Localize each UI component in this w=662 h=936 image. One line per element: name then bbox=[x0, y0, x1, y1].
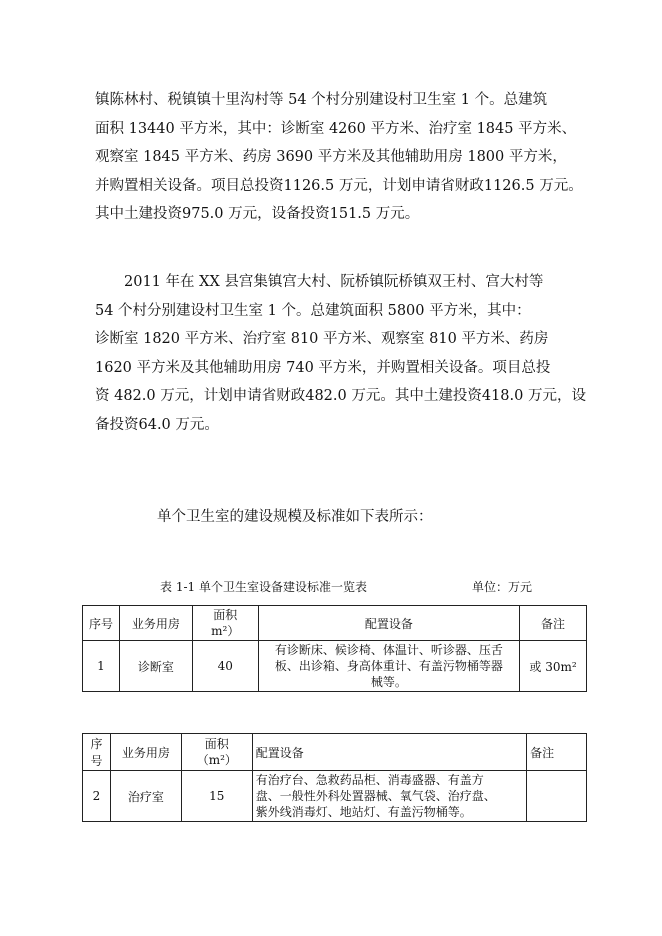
text-line: 面积 13440 平方米，其中：诊断室 4260 平方米、治疗室 1845 平方米、 bbox=[95, 120, 577, 137]
row-no: 2 bbox=[83, 771, 111, 822]
paragraph-2 bbox=[95, 268, 595, 439]
text-line: 诊断室 1820 平方米、治疗室 810 平方米、观察室 810 平方米、药房 bbox=[95, 331, 549, 347]
equipment-line: 盘、一般性外科处置器械、氧气袋、治疗盘、 bbox=[255, 789, 496, 803]
header-room: 业务用房 bbox=[119, 606, 192, 641]
equipment-table-1 bbox=[82, 605, 587, 692]
equipment-table-2 bbox=[82, 733, 587, 822]
header-equipment: 配置设备 bbox=[258, 606, 519, 641]
equipment-line: 板、出诊箱、身高体重计、有盖污物桶等器 bbox=[274, 659, 503, 673]
row-room: 治疗室 bbox=[110, 771, 181, 822]
header-area bbox=[181, 734, 252, 771]
equipment-line: 紫外线消毒灯、地站灯、有盖污物桶等。 bbox=[255, 805, 472, 819]
header-area-label: 面积 bbox=[204, 737, 229, 751]
header-area-label: 面积 bbox=[213, 608, 238, 622]
text-line: 其中土建投资975.0 万元，设备投资151.5 万元。 bbox=[95, 206, 420, 222]
table-header-row bbox=[83, 606, 587, 641]
header-note: 备注 bbox=[520, 606, 587, 641]
header-no: 序号 bbox=[83, 734, 111, 771]
equipment-line: 械等。 bbox=[370, 675, 407, 689]
caption-unit: 单位：万元 bbox=[472, 580, 533, 594]
header-no: 序号 bbox=[83, 606, 120, 641]
caption-title: 表 1-1 单个卫生室设备建设标准一览表 bbox=[160, 580, 367, 594]
table-caption bbox=[160, 578, 533, 595]
table-row bbox=[83, 641, 587, 692]
header-area-unit: （m²） bbox=[196, 753, 237, 767]
header-area bbox=[192, 606, 258, 641]
header-area-unit: m²） bbox=[211, 624, 240, 638]
row-area: 40 bbox=[192, 641, 258, 692]
row-note: 或 30m² bbox=[520, 641, 587, 692]
equipment-line: 有诊断床、候诊椅、体温计、听诊器、压舌 bbox=[274, 643, 503, 657]
table-row bbox=[83, 771, 587, 822]
row-no: 1 bbox=[83, 641, 120, 692]
equipment-line: 有治疗台、急救药品柜、消毒盛器、有盖方 bbox=[255, 773, 484, 787]
text-line: 2011 年在 XX 县宫集镇宫大村、阮桥镇阮桥镇双王村、宫大村等 bbox=[124, 274, 544, 290]
text-line: 54 个村分别建设村卫生室 1 个。总建筑面积 5800 平方米，其中： bbox=[95, 302, 531, 319]
row-area: 15 bbox=[181, 771, 252, 822]
header-note: 备注 bbox=[527, 734, 587, 771]
table-intro: 单个卫生室的建设规模及标准如下表所示： bbox=[157, 509, 433, 525]
text-line: 并购置相关设备。项目总投资1126.5 万元，计划申请省财政1126.5 万元。 bbox=[95, 177, 583, 194]
header-equipment: 配置设备 bbox=[252, 734, 526, 771]
row-note bbox=[527, 771, 587, 822]
text-line: 备投资64.0 万元。 bbox=[95, 416, 219, 433]
text-line: 1620 平方米及其他辅助用房 740 平方米，并购置相关设备。项目总投 bbox=[95, 359, 551, 376]
text-line: 观察室 1845 平方米、药房 3690 平方米及其他辅助用房 1800 平方米， bbox=[95, 149, 567, 165]
row-equipment bbox=[252, 771, 526, 822]
header-room: 业务用房 bbox=[110, 734, 181, 771]
table-header-row bbox=[83, 734, 587, 771]
text-line: 资 482.0 万元，计划申请省财政482.0 万元。其中土建投资418.0 万元，设 bbox=[95, 388, 586, 404]
row-equipment bbox=[258, 641, 519, 692]
row-room: 诊断室 bbox=[119, 641, 192, 692]
paragraph-1 bbox=[95, 86, 595, 229]
text-line: 镇陈林村、税镇镇十里沟村等 54 个村分别建设村卫生室 1 个。总建筑 bbox=[95, 92, 548, 108]
